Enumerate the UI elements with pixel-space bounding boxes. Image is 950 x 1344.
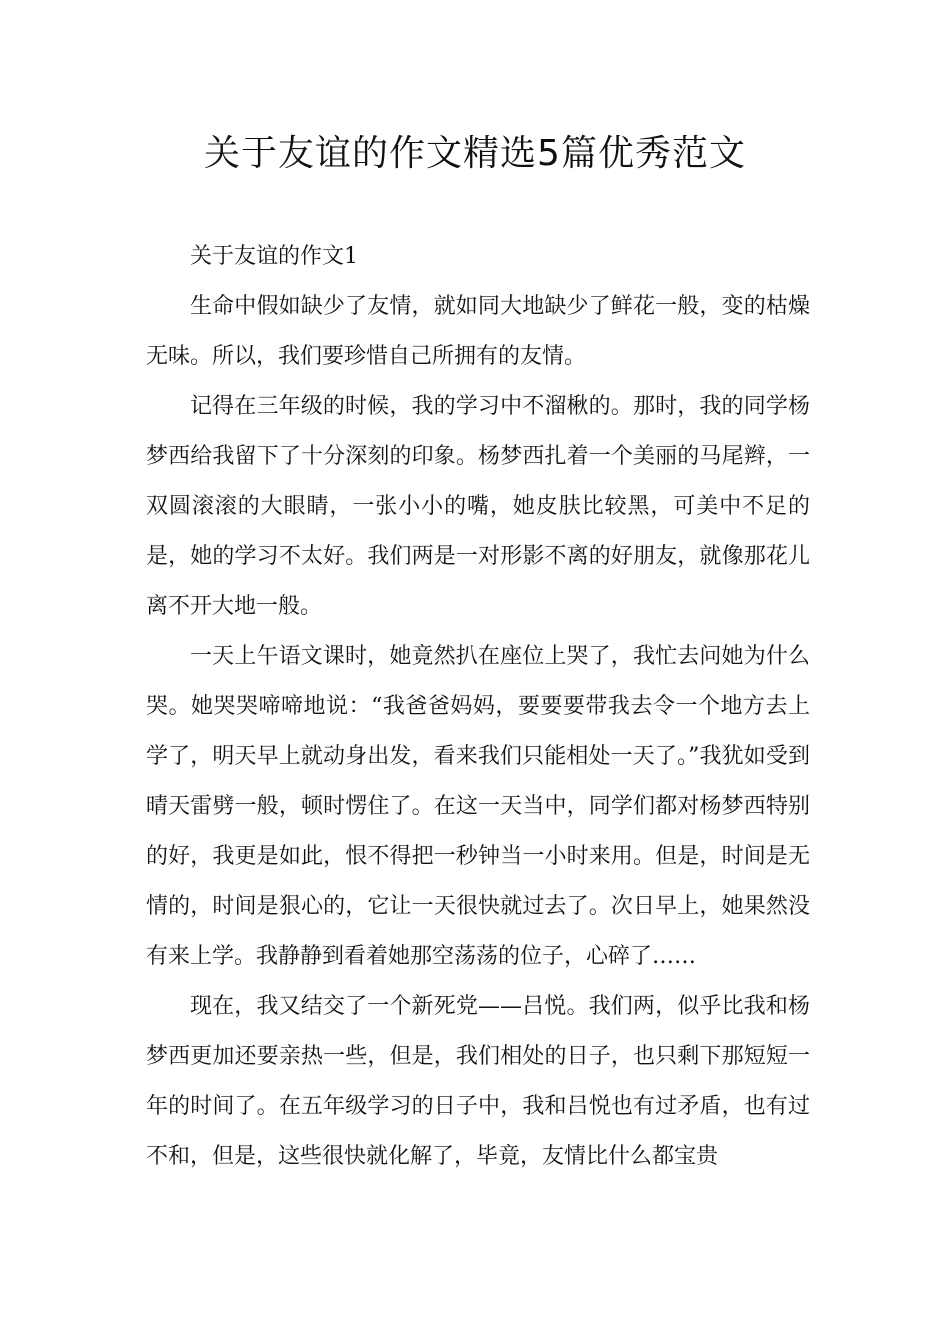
paragraph: 记得在三年级的时候，我的学习中不溜楸的。那时，我的同学杨梦西给我留下了十分深刻的印象。杨梦西扎着一个美丽的马尾辫，一双圆滚滚的大眼睛，一张小小的嘴，她皮肤比较黑，可美中不足的是，她的学习不太好。我们两是一对形影不离的好朋友，就像那花儿离不开大地一般。 — [146, 394, 810, 619]
paragraph: 生命中假如缺少了友情，就如同大地缺少了鲜花一般，变的枯燥无味。所以，我们要珍惜自己所拥有的友情。 — [146, 294, 810, 369]
section-heading: 关于友谊的作文1 — [190, 244, 358, 269]
paragraph: 一天上午语文课时，她竟然扒在座位上哭了，我忙去问她为什么哭。她哭哭啼啼地说：“我爸爸妈妈，要要要带我去令一个地方去上学了，明天早上就动身出发，看来我们只能相处一天了。”我犹如受到晴天雷劈一般，顿时愣住了。在这一天当中，同学们都对杨梦西特别的好，我更是如此，恨不得把一秒钟当一小时来用。但是，时间是无情的，时间是狠心的，它让一天很快就过去了。次日早上，她果然没有来上学。我静静到看着她那空荡荡的位子，心碎了…… — [146, 644, 810, 969]
document-body — [146, 232, 810, 1182]
paragraph: 现在，我又结交了一个新死党——吕悦。我们两，似乎比我和杨梦西更加还要亲热一些，但是，我们相处的日子，也只剩下那短短一年的时间了。在五年级学习的日子中，我和吕悦也有过矛盾，也有过不和，但是，这些很快就化解了，毕竟，友情比什么都宝贵 — [146, 994, 810, 1169]
document-title: 关于友谊的作文精选5篇优秀范文 — [204, 133, 746, 174]
